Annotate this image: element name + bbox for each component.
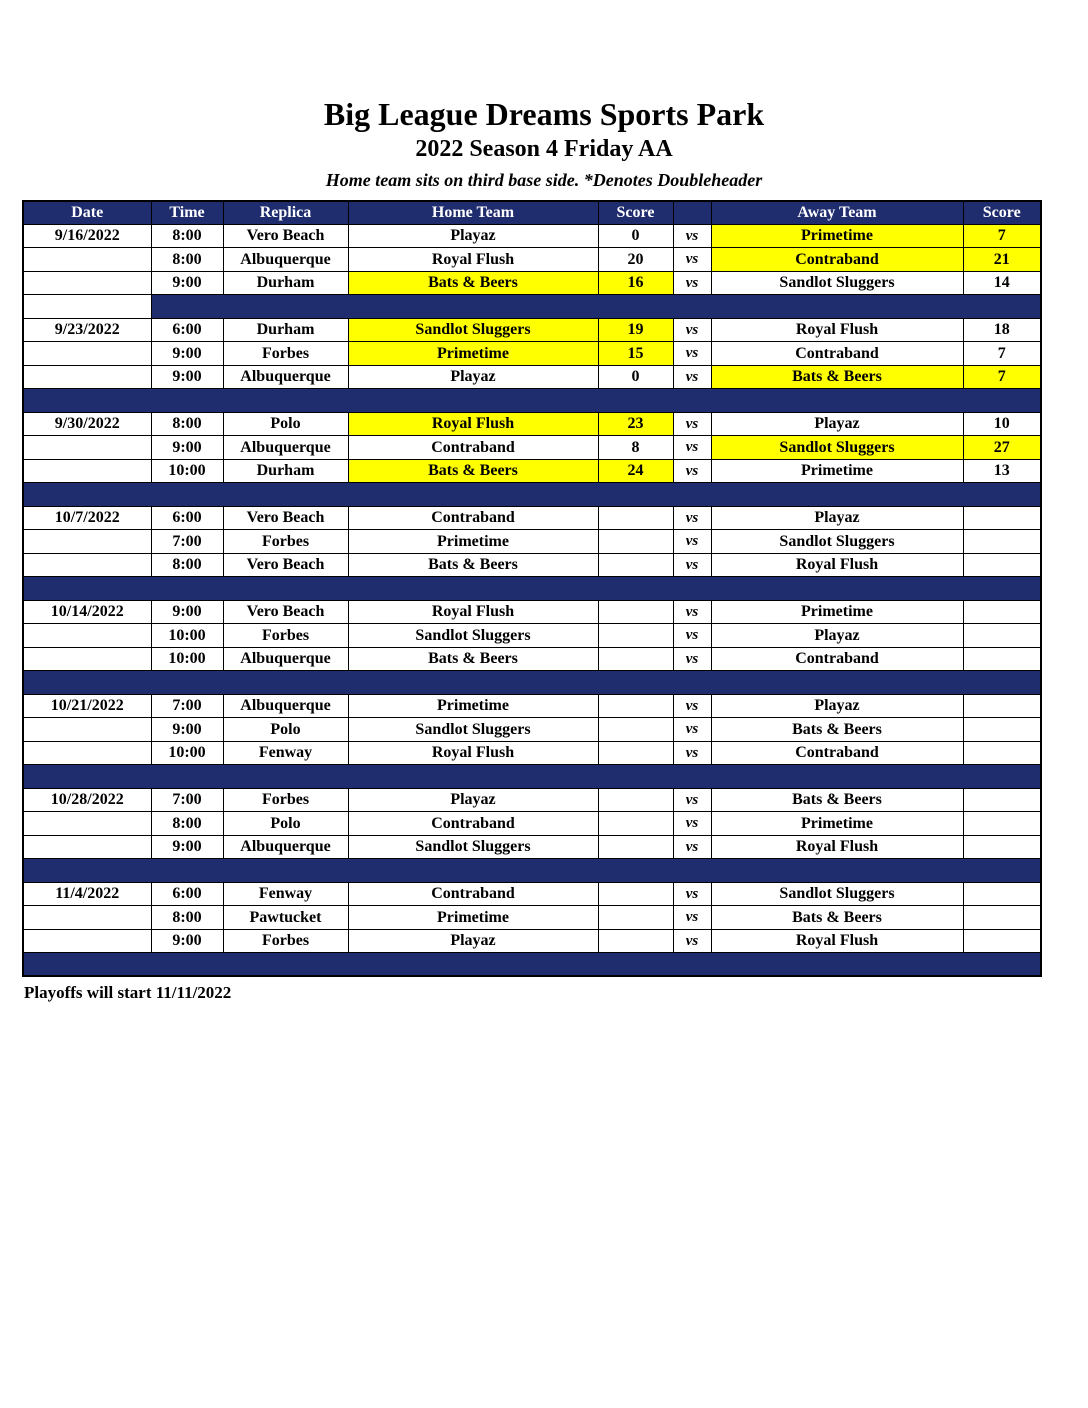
away-score-cell [963,647,1041,671]
away-team-cell: Contraband [711,342,963,366]
away-team-cell: Sandlot Sluggers [711,271,963,295]
game-row [23,506,1041,530]
away-score-cell [963,600,1041,624]
replica-cell: Polo [223,412,348,436]
vs-cell: vs [673,224,711,248]
game-row [23,342,1041,366]
away-score-cell [963,694,1041,718]
date-cell [23,624,151,648]
separator-row [23,577,1041,601]
replica-cell: Fenway [223,741,348,765]
time-cell: 6:00 [151,882,223,906]
replica-cell: Vero Beach [223,600,348,624]
away-team-cell: Playaz [711,624,963,648]
date-cell: 9/30/2022 [23,412,151,436]
vs-cell: vs [673,459,711,483]
home-score-cell [598,741,673,765]
home-team-cell: Sandlot Sluggers [348,318,598,342]
home-score-cell: 16 [598,271,673,295]
game-row [23,741,1041,765]
time-cell: 9:00 [151,365,223,389]
vs-cell: vs [673,412,711,436]
time-cell: 8:00 [151,553,223,577]
vs-cell: vs [673,647,711,671]
date-cell [23,647,151,671]
away-score-cell [963,929,1041,953]
home-team-cell: Primetime [348,530,598,554]
home-team-cell: Primetime [348,342,598,366]
separator-band [23,765,1041,789]
away-score-cell [963,741,1041,765]
away-team-cell: Playaz [711,412,963,436]
game-row [23,459,1041,483]
home-score-cell [598,812,673,836]
schedule-table-header [23,201,1041,225]
game-row [23,436,1041,460]
home-score-cell: 24 [598,459,673,483]
away-team-cell: Bats & Beers [711,906,963,930]
schedule-table-body [23,224,1041,976]
away-team-cell: Contraband [711,647,963,671]
replica-cell: Albuquerque [223,436,348,460]
time-cell: 6:00 [151,506,223,530]
separator-band [23,389,1041,413]
home-score-cell [598,835,673,859]
away-score-cell [963,506,1041,530]
replica-cell: Forbes [223,624,348,648]
separator-row [23,483,1041,507]
game-row [23,647,1041,671]
home-team-cell: Royal Flush [348,600,598,624]
game-row [23,318,1041,342]
date-cell [23,906,151,930]
away-score-cell [963,788,1041,812]
vs-cell: vs [673,812,711,836]
game-row [23,835,1041,859]
game-row [23,412,1041,436]
separator-band [23,953,1041,977]
away-team-cell: Royal Flush [711,553,963,577]
away-score-cell: 14 [963,271,1041,295]
home-team-cell: Primetime [348,906,598,930]
vs-cell: vs [673,530,711,554]
game-row [23,812,1041,836]
time-cell: 9:00 [151,929,223,953]
home-team-cell: Contraband [348,882,598,906]
home-team-cell: Playaz [348,224,598,248]
page-note: Home team sits on third base side. *Denotes Doubleheader [325,169,763,190]
game-row [23,718,1041,742]
away-score-cell: 7 [963,224,1041,248]
away-score-cell: 7 [963,365,1041,389]
separator-band [151,295,1041,319]
replica-cell: Fenway [223,882,348,906]
date-cell [23,459,151,483]
home-team-cell: Bats & Beers [348,271,598,295]
home-score-cell [598,647,673,671]
home-score-cell [598,506,673,530]
home-score-cell [598,929,673,953]
home-score-cell [598,600,673,624]
away-score-cell: 21 [963,248,1041,272]
vs-cell: vs [673,929,711,953]
time-cell: 9:00 [151,600,223,624]
vs-cell: vs [673,553,711,577]
replica-cell: Albuquerque [223,694,348,718]
away-score-cell [963,906,1041,930]
vs-cell: vs [673,906,711,930]
separator-row [23,295,1041,319]
away-team-cell: Contraband [711,741,963,765]
replica-cell: Pawtucket [223,906,348,930]
separator-row [23,389,1041,413]
date-cell [23,553,151,577]
date-cell [23,248,151,272]
separator-band [23,483,1041,507]
away-team-cell: Bats & Beers [711,718,963,742]
replica-cell: Polo [223,718,348,742]
away-team-cell: Primetime [711,224,963,248]
vs-cell: vs [673,436,711,460]
away-team-cell: Primetime [711,600,963,624]
vs-cell: vs [673,788,711,812]
separator-row [23,953,1041,977]
game-row [23,365,1041,389]
home-score-cell: 23 [598,412,673,436]
vs-cell: vs [673,318,711,342]
game-row [23,248,1041,272]
time-cell: 10:00 [151,647,223,671]
home-score-cell [598,624,673,648]
away-team-cell: Royal Flush [711,929,963,953]
home-score-cell [598,530,673,554]
column-header-vs [673,201,711,225]
away-team-cell: Playaz [711,506,963,530]
home-team-cell: Sandlot Sluggers [348,835,598,859]
away-score-cell: 7 [963,342,1041,366]
away-team-cell: Primetime [711,459,963,483]
away-team-cell: Sandlot Sluggers [711,436,963,460]
vs-cell: vs [673,271,711,295]
date-cell: 10/7/2022 [23,506,151,530]
game-row [23,600,1041,624]
replica-cell: Vero Beach [223,553,348,577]
home-score-cell: 19 [598,318,673,342]
away-team-cell: Royal Flush [711,835,963,859]
time-cell: 6:00 [151,318,223,342]
time-cell: 8:00 [151,412,223,436]
away-score-cell [963,718,1041,742]
column-header-replica: Replica [223,201,348,225]
replica-cell: Durham [223,271,348,295]
vs-cell: vs [673,718,711,742]
time-cell: 8:00 [151,812,223,836]
home-team-cell: Sandlot Sluggers [348,624,598,648]
game-row [23,271,1041,295]
home-score-cell: 15 [598,342,673,366]
away-team-cell: Playaz [711,694,963,718]
home-team-cell: Sandlot Sluggers [348,718,598,742]
page-title: Big League Dreams Sports Park [323,96,765,132]
game-row [23,624,1041,648]
home-team-cell: Playaz [348,365,598,389]
away-team-cell: Bats & Beers [711,788,963,812]
date-cell: 10/21/2022 [23,694,151,718]
time-cell: 7:00 [151,788,223,812]
time-cell: 7:00 [151,694,223,718]
date-cell: 9/23/2022 [23,318,151,342]
time-cell: 9:00 [151,835,223,859]
time-cell: 9:00 [151,342,223,366]
separator-row [23,671,1041,695]
date-cell: 10/14/2022 [23,600,151,624]
time-cell: 10:00 [151,741,223,765]
away-team-cell: Primetime [711,812,963,836]
home-score-cell [598,718,673,742]
vs-cell: vs [673,624,711,648]
page-subtitle: 2022 Season 4 Friday AA [415,135,673,162]
date-cell: 9/16/2022 [23,224,151,248]
date-cell [23,271,151,295]
vs-cell: vs [673,248,711,272]
home-team-cell: Royal Flush [348,412,598,436]
replica-cell: Polo [223,812,348,836]
separator-band [23,671,1041,695]
vs-cell: vs [673,694,711,718]
away-team-cell: Contraband [711,248,963,272]
away-team-cell: Royal Flush [711,318,963,342]
replica-cell: Albuquerque [223,365,348,389]
time-cell: 8:00 [151,906,223,930]
vs-cell: vs [673,506,711,530]
home-score-cell [598,694,673,718]
date-cell [23,436,151,460]
home-score-cell [598,906,673,930]
replica-cell: Forbes [223,530,348,554]
away-score-cell [963,553,1041,577]
away-team-cell: Sandlot Sluggers [711,882,963,906]
replica-cell: Albuquerque [223,835,348,859]
date-cell [23,718,151,742]
home-score-cell: 8 [598,436,673,460]
replica-cell: Albuquerque [223,248,348,272]
replica-cell: Durham [223,318,348,342]
time-cell: 8:00 [151,248,223,272]
separator-band [23,577,1041,601]
time-cell: 8:00 [151,224,223,248]
date-cell [23,342,151,366]
home-team-cell: Bats & Beers [348,647,598,671]
date-cell: 11/4/2022 [23,882,151,906]
column-header-date: Date [23,201,151,225]
away-score-cell: 13 [963,459,1041,483]
home-score-cell [598,788,673,812]
replica-cell: Vero Beach [223,506,348,530]
home-team-cell: Bats & Beers [348,553,598,577]
time-cell: 9:00 [151,436,223,460]
date-cell [23,835,151,859]
column-header-home-score: Score [598,201,673,225]
home-team-cell: Playaz [348,788,598,812]
schedule-table [22,200,1042,978]
vs-cell: vs [673,835,711,859]
footer-note: Playoffs will start 11/11/2022 [24,983,232,1003]
home-score-cell [598,882,673,906]
vs-cell: vs [673,741,711,765]
away-score-cell: 18 [963,318,1041,342]
home-team-cell: Contraband [348,812,598,836]
date-cell [23,741,151,765]
away-score-cell [963,624,1041,648]
home-team-cell: Playaz [348,929,598,953]
away-score-cell [963,812,1041,836]
game-row [23,224,1041,248]
away-team-cell: Sandlot Sluggers [711,530,963,554]
replica-cell: Forbes [223,788,348,812]
game-row [23,553,1041,577]
away-score-cell [963,530,1041,554]
date-cell [23,295,151,319]
game-row [23,788,1041,812]
home-score-cell: 20 [598,248,673,272]
replica-cell: Forbes [223,929,348,953]
column-header-home-team: Home Team [348,201,598,225]
away-score-cell [963,882,1041,906]
game-row [23,882,1041,906]
home-team-cell: Primetime [348,694,598,718]
column-header-away-team: Away Team [711,201,963,225]
time-cell: 9:00 [151,718,223,742]
home-team-cell: Contraband [348,436,598,460]
away-score-cell: 27 [963,436,1041,460]
column-header-time: Time [151,201,223,225]
game-row [23,906,1041,930]
game-row [23,530,1041,554]
away-score-cell [963,835,1041,859]
time-cell: 10:00 [151,624,223,648]
time-cell: 7:00 [151,530,223,554]
away-score-cell: 10 [963,412,1041,436]
replica-cell: Vero Beach [223,224,348,248]
column-header-away-score: Score [963,201,1041,225]
game-row [23,694,1041,718]
replica-cell: Forbes [223,342,348,366]
separator-row [23,765,1041,789]
home-team-cell: Royal Flush [348,741,598,765]
date-cell [23,929,151,953]
home-score-cell: 0 [598,224,673,248]
home-team-cell: Royal Flush [348,248,598,272]
separator-row [23,859,1041,883]
header-row [23,201,1041,225]
date-cell: 10/28/2022 [23,788,151,812]
date-cell [23,530,151,554]
vs-cell: vs [673,342,711,366]
away-team-cell: Bats & Beers [711,365,963,389]
home-score-cell [598,553,673,577]
vs-cell: vs [673,365,711,389]
vs-cell: vs [673,882,711,906]
separator-band [23,859,1041,883]
game-row [23,929,1041,953]
time-cell: 9:00 [151,271,223,295]
time-cell: 10:00 [151,459,223,483]
home-team-cell: Contraband [348,506,598,530]
replica-cell: Albuquerque [223,647,348,671]
date-cell [23,812,151,836]
vs-cell: vs [673,600,711,624]
replica-cell: Durham [223,459,348,483]
date-cell [23,365,151,389]
home-team-cell: Bats & Beers [348,459,598,483]
home-score-cell: 0 [598,365,673,389]
